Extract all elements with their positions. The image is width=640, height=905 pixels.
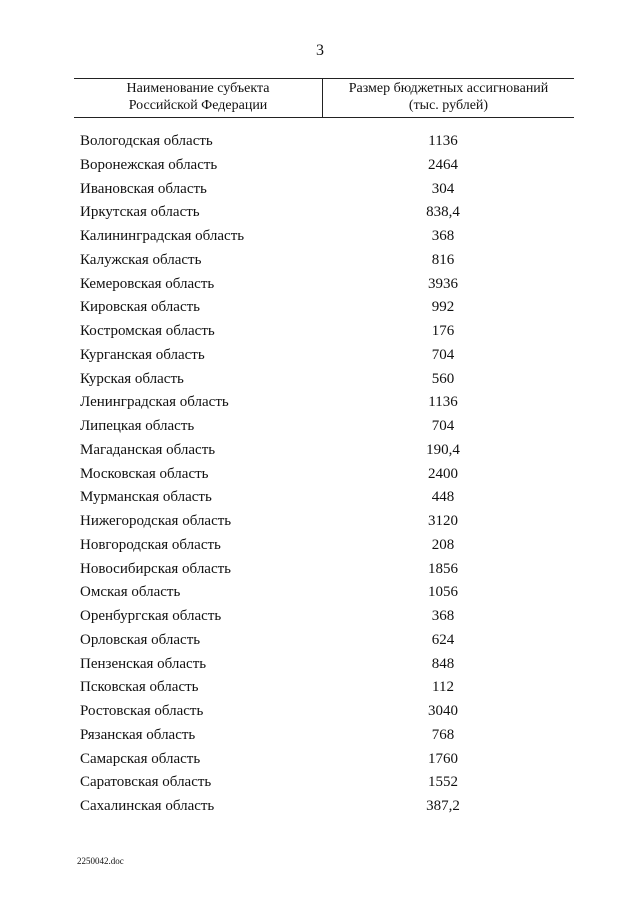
allocation-value: 190,4 — [426, 441, 460, 458]
table-row — [0, 439, 640, 463]
allocation-value: 838,4 — [426, 204, 460, 221]
allocation-value: 208 — [431, 536, 455, 553]
region-name: Оренбургская область — [80, 608, 222, 624]
table-row — [0, 629, 640, 653]
region-name: Вологодская область — [80, 133, 213, 149]
region-name: Липецкая область — [80, 418, 195, 434]
table-row — [0, 415, 640, 439]
table-row — [0, 368, 640, 392]
table-row — [0, 748, 640, 772]
region-name: Нижегородская область — [80, 513, 232, 529]
table-row — [0, 320, 640, 344]
allocation-value: 816 — [431, 251, 455, 268]
allocation-value: 176 — [431, 323, 455, 339]
header-subject-line-1: Наименование субъекта — [126, 81, 270, 96]
table-row — [0, 653, 640, 677]
region-name: Пензенская область — [80, 655, 207, 672]
allocation-value: 1856 — [428, 560, 458, 577]
header-amount — [323, 80, 574, 114]
region-name: Кемеровская область — [80, 275, 215, 292]
region-name: Рязанская область — [80, 726, 196, 743]
table-row — [0, 724, 640, 748]
region-name: Новосибирская область — [80, 560, 232, 577]
header-subject — [74, 80, 322, 114]
table-row — [0, 795, 640, 819]
allocation-value: 848 — [431, 655, 455, 672]
region-name: Омская область — [80, 584, 181, 601]
table-row — [0, 605, 640, 629]
table-row — [0, 771, 640, 795]
table-row — [0, 344, 640, 368]
region-name: Калужская область — [80, 251, 202, 268]
allocation-value: 368 — [431, 228, 455, 244]
table-row — [0, 178, 640, 202]
table-row — [0, 154, 640, 178]
region-name: Кировская область — [80, 299, 201, 316]
region-name: Воронежская область — [80, 156, 218, 173]
table-row — [0, 391, 640, 415]
region-name: Иркутская область — [80, 204, 200, 221]
region-name: Курганская область — [80, 346, 205, 363]
table-row — [0, 486, 640, 510]
allocation-value: 1552 — [428, 774, 458, 791]
region-name: Костромская область — [80, 323, 215, 339]
allocation-value: 768 — [431, 726, 455, 743]
region-name: Ленинградская область — [80, 394, 229, 411]
table-row — [0, 676, 640, 700]
table-row — [0, 201, 640, 225]
allocation-value: 3936 — [428, 275, 458, 292]
header-amount-line-2: (тыс. рублей) — [408, 98, 489, 113]
allocation-value: 448 — [431, 489, 455, 506]
region-name: Ивановская область — [80, 180, 207, 197]
region-name: Магаданская область — [80, 441, 216, 458]
table-row — [0, 510, 640, 534]
region-name: Новгородская область — [80, 536, 221, 553]
table-row — [0, 296, 640, 320]
allocation-value: 704 — [431, 346, 455, 363]
footer-doc-id: 2250042.doc — [77, 856, 124, 866]
allocation-value: 2464 — [428, 156, 458, 173]
allocation-value: 387,2 — [426, 798, 460, 814]
allocation-value: 624 — [431, 631, 455, 648]
table-row — [0, 130, 640, 154]
allocation-value: 560 — [431, 370, 455, 387]
region-name: Калининградская область — [80, 228, 245, 244]
region-name: Орловская область — [80, 631, 201, 648]
allocation-value: 3120 — [428, 513, 458, 529]
region-name: Московская область — [80, 465, 209, 482]
allocation-value: 1760 — [428, 750, 458, 767]
region-name: Сахалинская область — [80, 798, 215, 814]
allocation-value: 112 — [432, 679, 454, 696]
allocation-value: 1056 — [428, 584, 458, 601]
region-name: Курская область — [80, 370, 184, 387]
table-row — [0, 225, 640, 249]
allocation-value: 1136 — [428, 133, 458, 149]
page-number: 3 — [316, 42, 324, 59]
region-name: Ростовская область — [80, 703, 204, 719]
allocation-value: 3040 — [428, 703, 458, 719]
table-row — [0, 273, 640, 297]
allocation-value: 304 — [431, 180, 455, 197]
allocation-value: 992 — [431, 299, 455, 316]
table-row — [0, 700, 640, 724]
header-subject-line-2: Российской Федерации — [128, 98, 268, 113]
table-row — [0, 534, 640, 558]
table-row — [0, 558, 640, 582]
allocation-value: 1136 — [428, 394, 458, 411]
allocation-value: 704 — [431, 418, 455, 434]
allocation-value: 368 — [431, 608, 455, 624]
region-name: Псковская область — [80, 679, 199, 696]
table-row — [0, 463, 640, 487]
allocation-value: 2400 — [428, 465, 458, 482]
header-amount-line-1: Размер бюджетных ассигнований — [348, 81, 549, 96]
table-row — [0, 249, 640, 273]
table-row — [0, 581, 640, 605]
table-header — [74, 78, 574, 118]
region-name: Саратовская область — [80, 774, 212, 791]
table-body — [0, 130, 640, 819]
region-name: Самарская область — [80, 750, 201, 767]
region-name: Мурманская область — [80, 489, 212, 506]
